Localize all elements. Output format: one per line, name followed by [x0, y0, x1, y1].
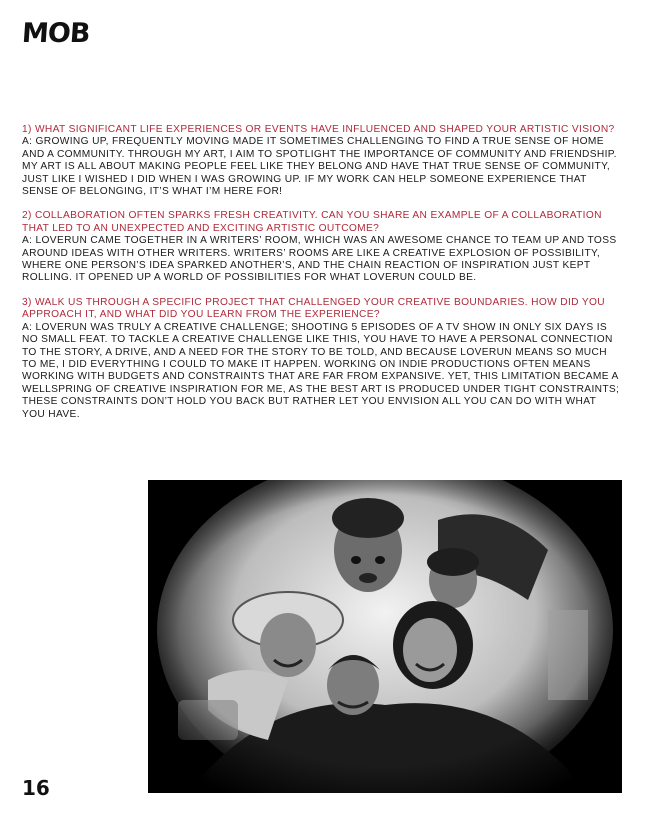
qa-block-1 [22, 124, 622, 198]
page-number: 16 [22, 776, 50, 800]
answer-2: A: LOVERUN CAME TOGETHER IN A WRITERS’ ROOM, WHICH WAS AN AWESOME CHANCE TO TEAM UP AND TOSS AROUND IDEAS WITH OTHER WRITERS. WRITERS’ ROOMS ARE LIKE A CREATIVE EXPLOSION OF POSSIBILITY, WHERE ONE PERSON’S IDEA SPARKED ANOTHER’S, AND THE CHAIN REACTION OF INSPIRATION JUST KEPT ROLLING. IT OPENED UP A WORLD OF POSSIBILITIES FOR WHAT LOVERUN COULD BE. [22, 235, 617, 284]
question-1: 1) WHAT SIGNIFICANT LIFE EXPERIENCES OR EVENTS HAVE INFLUENCED AND SHAPED YOUR ARTISTIC VISION? [22, 124, 615, 135]
question-2: 2) COLLABORATION OFTEN SPARKS FRESH CREATIVITY. CAN YOU SHARE AN EXAMPLE OF A COLLABORATION THAT LED TO AN UNEXPECTED AND EXCITING ARTISTIC OUTCOME? [22, 210, 602, 234]
qa-block-3 [22, 297, 622, 421]
magazine-logo: MOB [20, 18, 91, 49]
answer-1: A: GROWING UP, FREQUENTLY MOVING MADE IT SOMETIMES CHALLENGING TO FIND A TRUE SENSE OF HOME AND A COMMUNITY. THROUGH MY ART, I AIM TO SPOTLIGHT THE IMPORTANCE OF COMMUNITY AND FRIENDSHIP. MY ART IS ALL ABOUT MAKING PEOPLE FEEL LIKE THEY BELONG AND HAVE THAT TRUE SENSE OF COMMUNITY, JUST LIKE I WISHED I DID WHEN I WAS GROWING UP. IF MY WORK CAN HELP SOMEONE EXPERIENCE THAT SENSE OF BELONGING, IT’S WHAT I’M HERE FOR! [22, 136, 617, 198]
question-3: 3) WALK US THROUGH A SPECIFIC PROJECT THAT CHALLENGED YOUR CREATIVE BOUNDARIES. HOW DID YOU APPROACH IT, AND WHAT DID YOU LEARN FROM THE EXPERIENCE? [22, 296, 606, 321]
group-photo [148, 480, 622, 793]
qa-block-2 [22, 210, 622, 284]
answer-3: A: LOVERUN WAS TRULY A CREATIVE CHALLENGE; SHOOTING 5 EPISODES OF A TV SHOW IN ONLY SIX DAYS IS NO SMALL FEAT. TO TACKLE A CREATIVE CHALLENGE LIKE THIS, YOU HAVE TO HAVE A PERSONAL CONNECTION TO THE STORY, A DRIVE, AND A NEED FOR THE STORY TO BE TOLD, AND BECAUSE LOVERUN MEANS SO MUCH TO ME, I DID EVERYTHING I COULD TO MAKE IT HAPPEN. WORKING ON INDIE PRODUCTIONS OFTEN MEANS WORKING WITH BUDGETS AND CONSTRAINTS THAT ARE FAR FROM EXPANSIVE. YET, THIS LIMITATION BECAME A WELLSPRING OF CREATIVE INSPIRATION FOR ME, AS THE BEST ART IS PRODUCED UNDER TIGHT CONSTRAINTS; THESE CONSTRAINTS DON’T HOLD YOU BACK BUT RATHER LET YOU ENVISION ALL YOU CAN DO WITH WHAT YOU HAVE. [22, 321, 620, 420]
group-photo-illustration [148, 480, 622, 793]
interview-article [22, 124, 622, 433]
